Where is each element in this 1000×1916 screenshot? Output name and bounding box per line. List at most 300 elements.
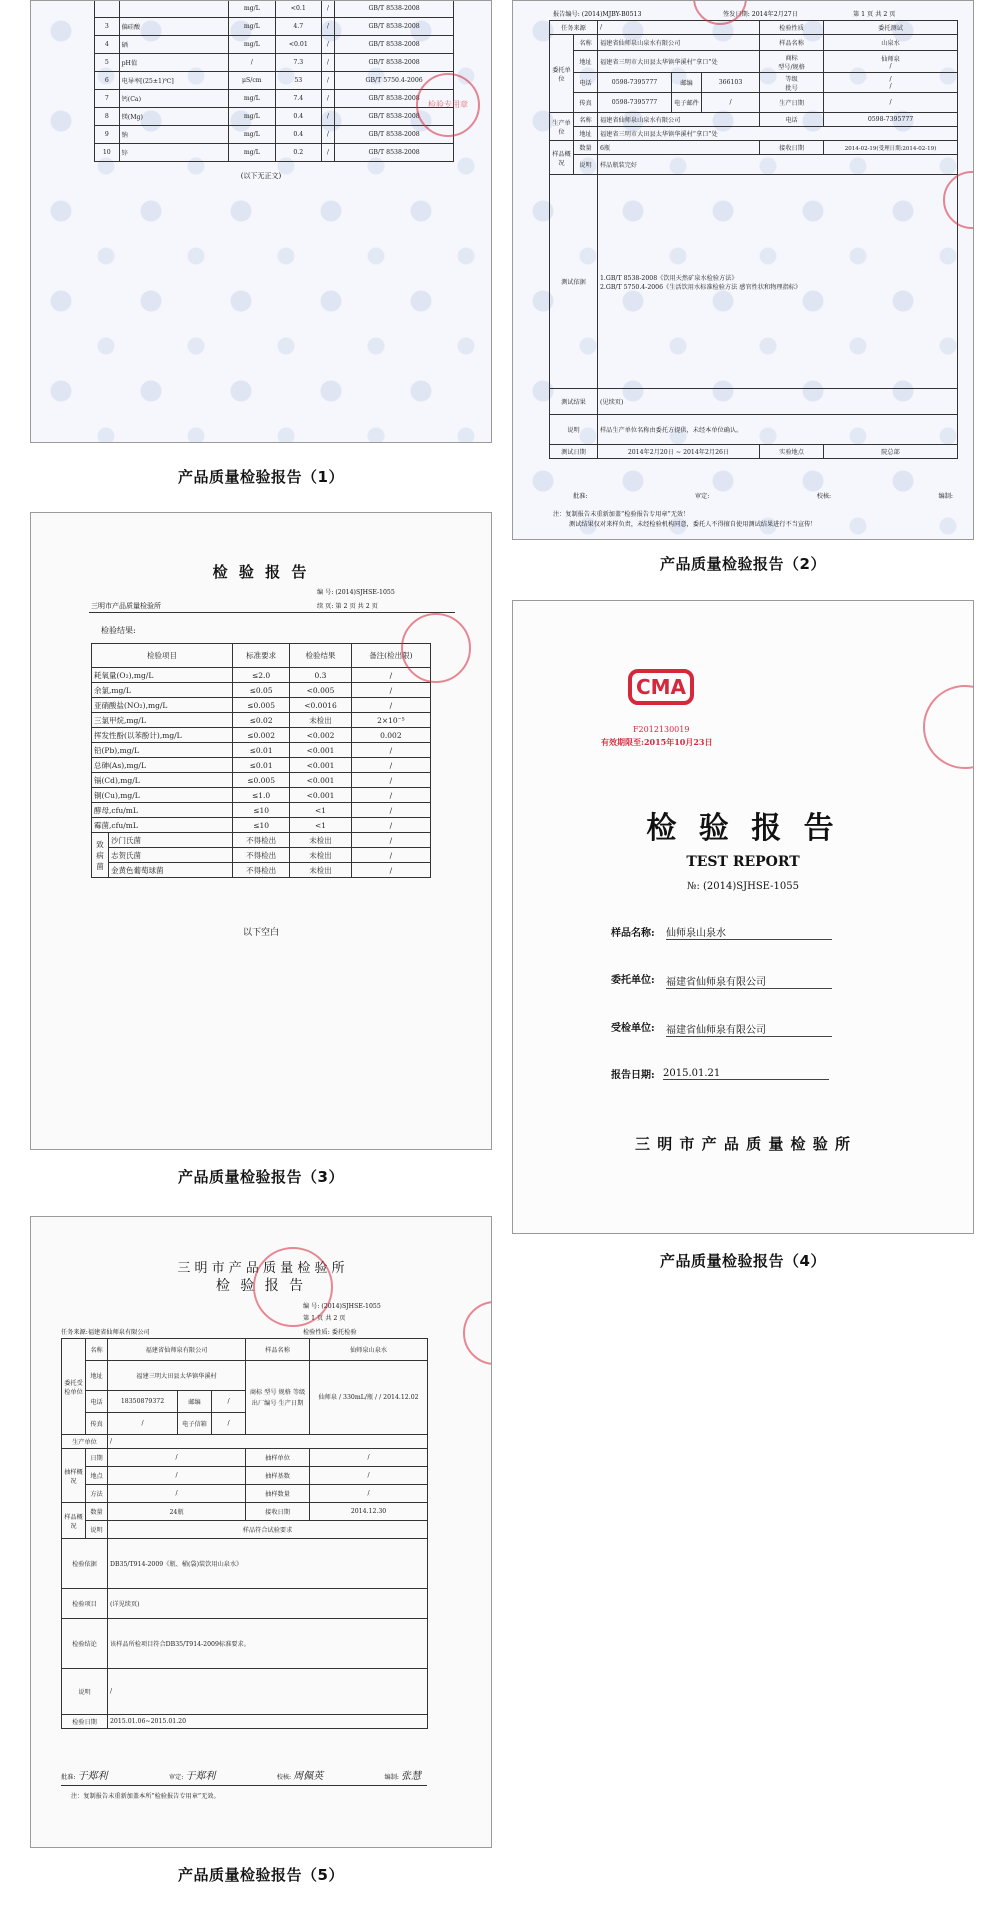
doc3-cell: 2×10⁻⁵ xyxy=(351,713,430,728)
doc3-cell: 铅(Pb),mg/L xyxy=(92,743,233,758)
doc1-stamp-text: 检验专用章 xyxy=(428,100,468,109)
doc5-remark: / xyxy=(108,1669,428,1715)
doc5-sampling-place-label: 地点 xyxy=(86,1467,108,1485)
doc2-client-name: 福建省仙师泉山泉水有限公司 xyxy=(598,35,760,51)
doc2-basis-label: 测试依据 xyxy=(550,175,598,389)
doc2-report-no: 报告编号: (2014)MJBY-B0513 xyxy=(553,11,642,18)
doc2-note: 样品生产单位名称由委托方提供，未经本单位确认。 xyxy=(598,415,958,445)
doc2-date-from: 2014年2月20日 xyxy=(627,449,674,456)
doc5-sampling-method: / xyxy=(108,1485,246,1503)
caption-1: 产品质量检验报告（1） xyxy=(178,468,344,486)
doc4-stamp xyxy=(923,685,974,769)
doc2-result-label: 测试结果 xyxy=(550,389,598,415)
doc1-table-row xyxy=(95,54,454,72)
doc2-sign-prepare: 编制: xyxy=(938,493,953,500)
doc1-cell: 0.4 xyxy=(275,108,321,126)
doc1-cell: 5 xyxy=(95,54,120,72)
doc3-table-row xyxy=(92,773,431,788)
doc2-sign-approve: 批准: xyxy=(573,493,588,500)
doc3-table-row xyxy=(92,818,431,833)
doc2-tel-label: 电话 xyxy=(574,73,598,93)
doc5-sign-approve-label: 批准: xyxy=(61,1774,76,1781)
doc4-field-label-0: 样品名称: xyxy=(611,928,655,939)
doc3-cell: / xyxy=(351,668,430,683)
doc1-cell: / xyxy=(228,54,275,72)
doc3-cell: 铜(Cu),mg/L xyxy=(92,788,233,803)
doc2-sign-check: 校核: xyxy=(816,493,832,500)
doc3-cell: 余氯,mg/L xyxy=(92,683,233,698)
doc3-cell: / xyxy=(351,788,430,803)
doc2-footnote-2: 测试结果仅对来样负责，未经检验机构同意，委托人不得擅自使用测试结果进行不当宣传！ xyxy=(569,521,817,528)
doc3-cell: 总砷(As),mg/L xyxy=(92,758,233,773)
doc2-grade: / xyxy=(889,75,892,83)
doc2-fax-label: 传真 xyxy=(574,93,598,113)
doc3-cell: <0.001 xyxy=(290,758,351,773)
doc3-cell: / xyxy=(351,818,430,833)
doc3-table-row xyxy=(92,743,431,758)
doc2-date-range: 2014年2月20日 ~ 2014年2月26日 xyxy=(598,445,760,459)
doc3-cell: 酵母,cfu/mL xyxy=(92,803,233,818)
doc3-cell: ≤10 xyxy=(232,818,289,833)
doc2-signature-row xyxy=(573,491,953,500)
doc2-date-to: 2014年2月26日 xyxy=(683,449,730,456)
doc3-pathogen-label: 致病菌 xyxy=(92,833,109,878)
doc1-cell: 4 xyxy=(95,36,120,54)
doc2-lab-label: 实验地点 xyxy=(760,445,824,459)
doc3-header-cell: 标准要求 xyxy=(232,644,289,668)
doc5-sampling-base-label: 抽样基数 xyxy=(246,1467,310,1485)
doc3-cell: <0.001 xyxy=(290,773,351,788)
doc1-cell: mg/L xyxy=(228,36,275,54)
doc5-sampling-method-label: 方法 xyxy=(86,1485,108,1503)
doc1-results-table xyxy=(94,0,454,162)
doc1-cell: mg/L xyxy=(228,126,275,144)
report-page-4 xyxy=(512,600,974,1234)
doc1-cell: mg/L xyxy=(228,0,275,18)
doc5-tel-label: 电话 xyxy=(86,1391,108,1413)
doc5-desc: 样品符合试验要求 xyxy=(108,1521,428,1539)
doc5-recv: 2014.12.30 xyxy=(310,1503,428,1521)
doc1-cell: 钠 xyxy=(119,126,228,144)
doc1-cell: / xyxy=(321,144,335,162)
doc3-table-row xyxy=(92,683,431,698)
cma-logo-text: CMA xyxy=(635,675,687,699)
doc1-cell xyxy=(119,0,228,18)
doc3-cell: <1 xyxy=(290,803,351,818)
doc5-remark-label: 说明 xyxy=(62,1669,108,1715)
doc1-cell: GB/T 8538-2008 xyxy=(335,0,454,18)
doc4-field-label-1: 委托单位: xyxy=(611,975,655,986)
doc4-org: 三 明 市 产 品 质 量 检 验 所 xyxy=(634,1135,851,1153)
doc5-conclusion: 该样品所检项目符合DB35/T914-2009标准要求。 xyxy=(108,1619,428,1669)
doc1-table-row xyxy=(95,90,454,108)
doc5-stamp xyxy=(253,1247,333,1327)
doc2-recv-label: 接收日期 xyxy=(760,141,824,155)
doc3-table-row xyxy=(92,668,431,683)
doc4-title: 检 验 报 告 xyxy=(646,811,840,846)
doc1-cell: GB/T 8538-2008 xyxy=(335,54,454,72)
doc3-pathogen-cell: 未检出 xyxy=(290,848,351,863)
doc2-grade-label: 等级 xyxy=(785,75,798,83)
doc2-nature-label: 检验性质 xyxy=(760,21,824,35)
doc5-sample: 仙师泉山泉水 xyxy=(310,1339,428,1361)
doc3-cell: 0.3 xyxy=(290,668,351,683)
doc2-producer-side: 生产单位 xyxy=(550,113,574,141)
doc2-issue-date: 签发日期: 2014年2月27日 xyxy=(723,11,798,18)
doc2-batch: / xyxy=(889,82,892,90)
doc1-cell: 7.3 xyxy=(275,54,321,72)
doc2-state-label: 说明 xyxy=(574,155,598,175)
doc3-table-row xyxy=(92,713,431,728)
doc2-post-label: 邮编 xyxy=(672,73,702,93)
doc1-cell: / xyxy=(321,18,335,36)
doc3-pathogen-cell: / xyxy=(351,863,430,878)
doc3-cell: / xyxy=(351,743,430,758)
doc3-table-row xyxy=(92,698,431,713)
doc1-cell: / xyxy=(321,36,335,54)
doc3-cell: 镉(Cd),mg/L xyxy=(92,773,233,788)
doc5-sign-check xyxy=(277,1767,323,1782)
doc5-producer-label: 生产单位 xyxy=(62,1435,108,1449)
doc5-nature: 检验性质: 委托检验 xyxy=(303,1329,357,1336)
doc1-cell: 镁(Mg) xyxy=(119,108,228,126)
doc1-cell: GB/T 8538-2008 xyxy=(335,126,454,144)
doc4-number: №: (2014)SJHSE-1055 xyxy=(686,881,799,892)
doc3-header-cell: 备注(检出限) xyxy=(351,644,430,668)
doc1-cell: 偏硅酸 xyxy=(119,18,228,36)
doc4-subtitle: TEST REPORT xyxy=(686,854,800,870)
doc3-cell: <1 xyxy=(290,818,351,833)
doc4-cert-no: F2012130019 xyxy=(633,725,690,734)
doc5-sampling-date-label: 日期 xyxy=(86,1449,108,1467)
doc2-name-label: 名称 xyxy=(574,35,598,51)
doc1-cell: <0.01 xyxy=(275,36,321,54)
doc2-recv: 2014-02-19(受理日期:2014-02-19) xyxy=(824,141,958,155)
doc1-cell: pH值 xyxy=(119,54,228,72)
doc2-spec-label: 型号/规格 xyxy=(778,63,805,71)
doc1-table-row xyxy=(95,126,454,144)
doc3-cell: 耗氧量(O₂),mg/L xyxy=(92,668,233,683)
doc2-prod-name: 福建省仙师泉山泉水有限公司 xyxy=(598,113,760,127)
doc1-cell: 7.4 xyxy=(275,90,321,108)
doc5-table xyxy=(61,1338,428,1729)
doc1-table-row xyxy=(95,108,454,126)
doc3-results-label: 检验结果: xyxy=(101,626,136,635)
doc3-pathogen-row xyxy=(92,848,431,863)
doc1-cell: / xyxy=(321,72,335,90)
doc2-post: 366103 xyxy=(702,73,760,93)
doc1-table-row xyxy=(95,18,454,36)
doc3-cell: ≤0.01 xyxy=(232,743,289,758)
doc2-addr-label: 地址 xyxy=(574,51,598,73)
doc1-footer: (以下无正文) xyxy=(240,172,282,180)
doc5-email: / xyxy=(212,1413,246,1435)
doc3-cell: / xyxy=(351,683,430,698)
doc1-cell: / xyxy=(321,54,335,72)
doc3-cell: ≤1.0 xyxy=(232,788,289,803)
doc3-cell: <0.001 xyxy=(290,788,351,803)
doc3-cell: 0.002 xyxy=(351,728,430,743)
doc3-pathogen-row xyxy=(92,833,431,848)
doc3-cell: ≤0.02 xyxy=(232,713,289,728)
doc1-stamp xyxy=(416,73,480,137)
doc1-cell: 0.2 xyxy=(275,144,321,162)
doc1-table-row xyxy=(95,0,454,18)
doc2-spec: / xyxy=(889,62,892,70)
doc3-cell: <0.002 xyxy=(290,728,351,743)
doc2-brand-label: 商标 xyxy=(785,54,798,62)
doc5-brand-values: 仙师泉 / 330mL/瓶 / / 2014.12.02 xyxy=(310,1361,428,1435)
doc5-producer: / xyxy=(108,1435,428,1449)
doc3-cell: ≤2.0 xyxy=(232,668,289,683)
doc2-date-label: 测试日期 xyxy=(550,445,598,459)
doc2-fax: 0598-7395777 xyxy=(598,93,672,113)
doc3-pathogen-row xyxy=(92,863,431,878)
doc5-client-name: 福建省仙师泉有限公司 xyxy=(108,1339,246,1361)
doc2-batch-label: 批号 xyxy=(785,84,798,92)
doc3-cell: / xyxy=(351,773,430,788)
doc5-sign-approve xyxy=(61,1767,107,1782)
doc1-cell: / xyxy=(321,0,335,18)
doc5-number: 编 号: (2014)SJHSE-1055 xyxy=(303,1303,381,1310)
doc5-qty: 24瓶 xyxy=(108,1503,246,1521)
doc5-sign-review xyxy=(169,1767,215,1782)
doc3-org: 三明市产品质量检验所 xyxy=(91,602,161,610)
doc2-client-side: 委托单位 xyxy=(550,35,574,113)
doc2-email-label: 电子邮件 xyxy=(672,93,702,113)
doc2-tel: 0598-7395777 xyxy=(598,73,672,93)
doc5-client-addr: 福建三明大田县太华镇华溪村 xyxy=(108,1361,246,1391)
doc4-field-label-3: 报告日期: xyxy=(611,1070,655,1081)
doc2-table xyxy=(549,20,958,459)
doc2-sample-label: 样品名称 xyxy=(760,35,824,51)
doc1-cell: 4.7 xyxy=(275,18,321,36)
doc5-sample-side: 样品概况 xyxy=(62,1503,86,1539)
doc2-prod-addr-label: 地址 xyxy=(574,127,598,141)
doc1-cell: mg/L xyxy=(228,144,275,162)
doc2-qty-label: 数量 xyxy=(574,141,598,155)
doc5-sampling-place: / xyxy=(108,1467,246,1485)
doc3-pathogen-cell: 不得检出 xyxy=(232,833,289,848)
doc3-cell: ≤0.05 xyxy=(232,683,289,698)
doc1-cell: GB/T 8538-2008 xyxy=(335,90,454,108)
doc1-cell: GB/T 8538-2008 xyxy=(335,108,454,126)
doc3-cell: / xyxy=(351,698,430,713)
doc5-sign-check-label: 校核: xyxy=(276,1774,292,1781)
doc1-cell: μS/cm xyxy=(228,72,275,90)
doc5-org: 三 明 市 产 品 质 量 检 验 所 xyxy=(177,1261,345,1276)
doc2-state-side: 样品概况 xyxy=(550,141,574,175)
doc3-cell: ≤0.002 xyxy=(232,728,289,743)
doc3-header-cell: 检验结果 xyxy=(290,644,351,668)
doc5-rule xyxy=(61,1785,427,1786)
doc3-cell: / xyxy=(351,758,430,773)
doc3-stamp xyxy=(401,613,471,683)
doc1-cell: 硒 xyxy=(119,36,228,54)
doc3-table-row xyxy=(92,758,431,773)
doc5-fax: / xyxy=(108,1413,178,1435)
doc3-pathogen-cell: 不得检出 xyxy=(232,863,289,878)
doc2-page: 第 1 页 共 2 页 xyxy=(853,11,896,18)
doc3-page: 续 页: 第 2 页 共 2 页 xyxy=(317,603,378,610)
doc1-cell: mg/L xyxy=(228,18,275,36)
doc3-pathogen-cell: / xyxy=(351,833,430,848)
doc2-grade-batch-labels xyxy=(760,73,824,93)
doc1-cell: 8 xyxy=(95,108,120,126)
doc3-cell: ≤10 xyxy=(232,803,289,818)
report-page-2 xyxy=(512,0,974,540)
doc1-cell: / xyxy=(321,126,335,144)
doc1-table-row xyxy=(95,72,454,90)
doc2-prod-addr: 福建省三明市大田县太华镇华溪村“拿口”处 xyxy=(598,127,958,141)
doc3-cell: ≤0.005 xyxy=(232,773,289,788)
doc1-cell: 9 xyxy=(95,126,120,144)
doc5-sampling-side: 抽样概况 xyxy=(62,1449,86,1503)
doc5-signature-row xyxy=(61,1767,421,1782)
doc5-sampling-date: / xyxy=(108,1449,246,1467)
doc2-grade-batch-values xyxy=(824,73,958,93)
doc1-table-row xyxy=(95,36,454,54)
doc5-date-label: 检验日期 xyxy=(62,1715,108,1729)
doc5-sampling-unit-label: 抽样单位 xyxy=(246,1449,310,1467)
doc1-cell: mg/L xyxy=(228,90,275,108)
doc2-sample: 山泉水 xyxy=(824,35,958,51)
doc2-proddate-label: 生产日期 xyxy=(760,93,824,113)
doc5-sign-prepare-label: 编制: xyxy=(384,1774,399,1781)
doc2-task-source-label: 任务来源 xyxy=(550,21,598,35)
doc5-basis-label: 检验依据 xyxy=(62,1539,108,1589)
doc2-brand-spec-labels xyxy=(760,51,824,73)
doc5-name-label: 名称 xyxy=(86,1339,108,1361)
doc1-cell: 7 xyxy=(95,90,120,108)
doc4-field-value-1: 福建省仙师泉有限公司 xyxy=(666,973,832,989)
doc3-rule xyxy=(89,612,455,613)
doc5-signature-review: 于郑利 xyxy=(185,1771,216,1782)
doc5-sample-label: 样品名称 xyxy=(246,1339,310,1361)
doc5-footnote: 注：复制报告未重新加盖本所“检验报告专用章”无效。 xyxy=(71,1793,220,1800)
doc3-results-table xyxy=(91,643,431,878)
doc3-cell: <0.001 xyxy=(290,743,351,758)
doc2-lab: 院总部 xyxy=(824,445,958,459)
doc3-table-row xyxy=(92,803,431,818)
doc1-cell: / xyxy=(321,90,335,108)
doc5-sign-prepare xyxy=(385,1767,421,1782)
doc4-valid: 有效期限至:2015年10月23日 xyxy=(601,737,713,747)
doc5-tel: 18350879372 xyxy=(108,1391,178,1413)
doc5-client-side: 委托受检单位 xyxy=(62,1339,86,1435)
doc1-cell: GB/T 8538-2008 xyxy=(335,36,454,54)
doc5-page: 第 1 页 共 2 页 xyxy=(303,1315,346,1322)
doc2-prod-tel: 0598-7395777 xyxy=(824,113,958,127)
doc3-cell: 三氯甲烷,mg/L xyxy=(92,713,233,728)
doc3-pathogen-cell: 不得检出 xyxy=(232,848,289,863)
doc4-field-value-3: 2015.01.21 xyxy=(663,1068,829,1080)
doc2-nature: 委托测试 xyxy=(824,21,958,35)
doc1-cell: mg/L xyxy=(228,108,275,126)
doc5-signature-check: 周佩英 xyxy=(293,1771,324,1782)
doc2-basis-2: 2.GB/T 5750.4-2006《生活饮用水标准检验方法 感官性状和物理指标》 xyxy=(600,283,802,291)
doc1-cell: GB/T 5750.4-2006 xyxy=(335,72,454,90)
doc5-recv-label: 接收日期 xyxy=(246,1503,310,1521)
doc3-pathogen-cell: / xyxy=(351,848,430,863)
doc2-basis-cell xyxy=(598,175,958,389)
caption-4: 产品质量检验报告（4） xyxy=(660,1252,826,1270)
doc2-state: 样品瓶装完好 xyxy=(598,155,958,175)
doc3-cell: ≤0.005 xyxy=(232,698,289,713)
doc1-cell: 53 xyxy=(275,72,321,90)
doc4-field-value-0: 仙师泉山泉水 xyxy=(666,924,832,940)
doc5-post-label: 邮编 xyxy=(178,1391,212,1413)
doc5-qty-label: 数量 xyxy=(86,1503,108,1521)
doc2-sign-review: 审定: xyxy=(694,493,710,500)
doc1-cell: GB/T 8538-2008 xyxy=(335,144,454,162)
doc2-email: / xyxy=(702,93,760,113)
doc5-signature-prepare: 张慧 xyxy=(400,1771,421,1782)
doc5-addr-label: 地址 xyxy=(86,1361,108,1391)
doc3-title: 检 验 报 告 xyxy=(212,563,310,581)
caption-3: 产品质量检验报告（3） xyxy=(178,1168,344,1186)
doc5-sign-review-label: 审定: xyxy=(168,1774,184,1781)
doc1-table-row xyxy=(95,144,454,162)
doc2-prod-tel-label: 电话 xyxy=(760,113,824,127)
doc3-cell: <0.0016 xyxy=(290,698,351,713)
doc3-table-row xyxy=(92,788,431,803)
doc4-field-value-2: 福建省仙师泉有限公司 xyxy=(666,1021,832,1037)
doc1-cell: 0.4 xyxy=(275,126,321,144)
doc2-note-label: 说明 xyxy=(550,415,598,445)
doc5-conclusion-label: 检验结论 xyxy=(62,1619,108,1669)
doc3-cell: 霉菌,cfu/mL xyxy=(92,818,233,833)
doc2-brand: 仙师泉 xyxy=(881,55,900,63)
doc1-cell: 电导率[(25±1)℃] xyxy=(119,72,228,90)
doc5-post: / xyxy=(212,1391,246,1413)
doc3-footer: 以下空白 xyxy=(242,928,279,938)
doc5-stamp-edge xyxy=(463,1301,492,1365)
doc3-header-cell: 检验项目 xyxy=(92,644,233,668)
caption-5: 产品质量检验报告（5） xyxy=(178,1866,344,1884)
doc3-pathogen-cell: 金黄色葡萄球菌 xyxy=(109,863,233,878)
doc5-items: (详见续页) xyxy=(108,1589,428,1619)
doc1-cell: <0.1 xyxy=(275,0,321,18)
doc5-item-label: 检验项目 xyxy=(62,1589,108,1619)
doc2-basis-1: 1.GB/T 8538-2008《饮用天然矿泉水检验方法》 xyxy=(600,274,738,282)
doc2-qty: 6瓶 xyxy=(598,141,760,155)
cma-logo xyxy=(628,669,694,705)
doc2-task-source: / xyxy=(598,21,760,35)
doc5-sampling-qty-label: 抽样数量 xyxy=(246,1485,310,1503)
doc1-cell: 钙(Ca) xyxy=(119,90,228,108)
doc2-result: (见续页) xyxy=(598,389,958,415)
doc5-sampling-qty: / xyxy=(310,1485,428,1503)
doc2-footnote-1: 注：复制报告未重新加盖“检验报告专用章”无效！ xyxy=(553,511,690,518)
caption-2: 产品质量检验报告（2） xyxy=(660,555,826,573)
doc5-desc-label: 说明 xyxy=(86,1521,108,1539)
doc5-sampling-base: / xyxy=(310,1467,428,1485)
doc5-signature-approve: 于郑利 xyxy=(77,1771,108,1782)
doc3-pathogen-cell: 沙门氏菌 xyxy=(109,833,233,848)
doc1-cell: 6 xyxy=(95,72,120,90)
report-page-5 xyxy=(30,1216,492,1848)
doc5-date: 2015.01.06~2015.01.20 xyxy=(108,1715,428,1729)
doc5-email-label: 电子信箱 xyxy=(178,1413,212,1435)
doc5-title: 检 验 报 告 xyxy=(215,1278,307,1294)
doc3-table-row xyxy=(92,728,431,743)
doc3-cell: <0.005 xyxy=(290,683,351,698)
doc3-cell: ≤0.01 xyxy=(232,758,289,773)
doc2-prod-name-label: 名称 xyxy=(574,113,598,127)
doc5-sampling-unit: / xyxy=(310,1449,428,1467)
doc1-cell xyxy=(95,0,120,18)
